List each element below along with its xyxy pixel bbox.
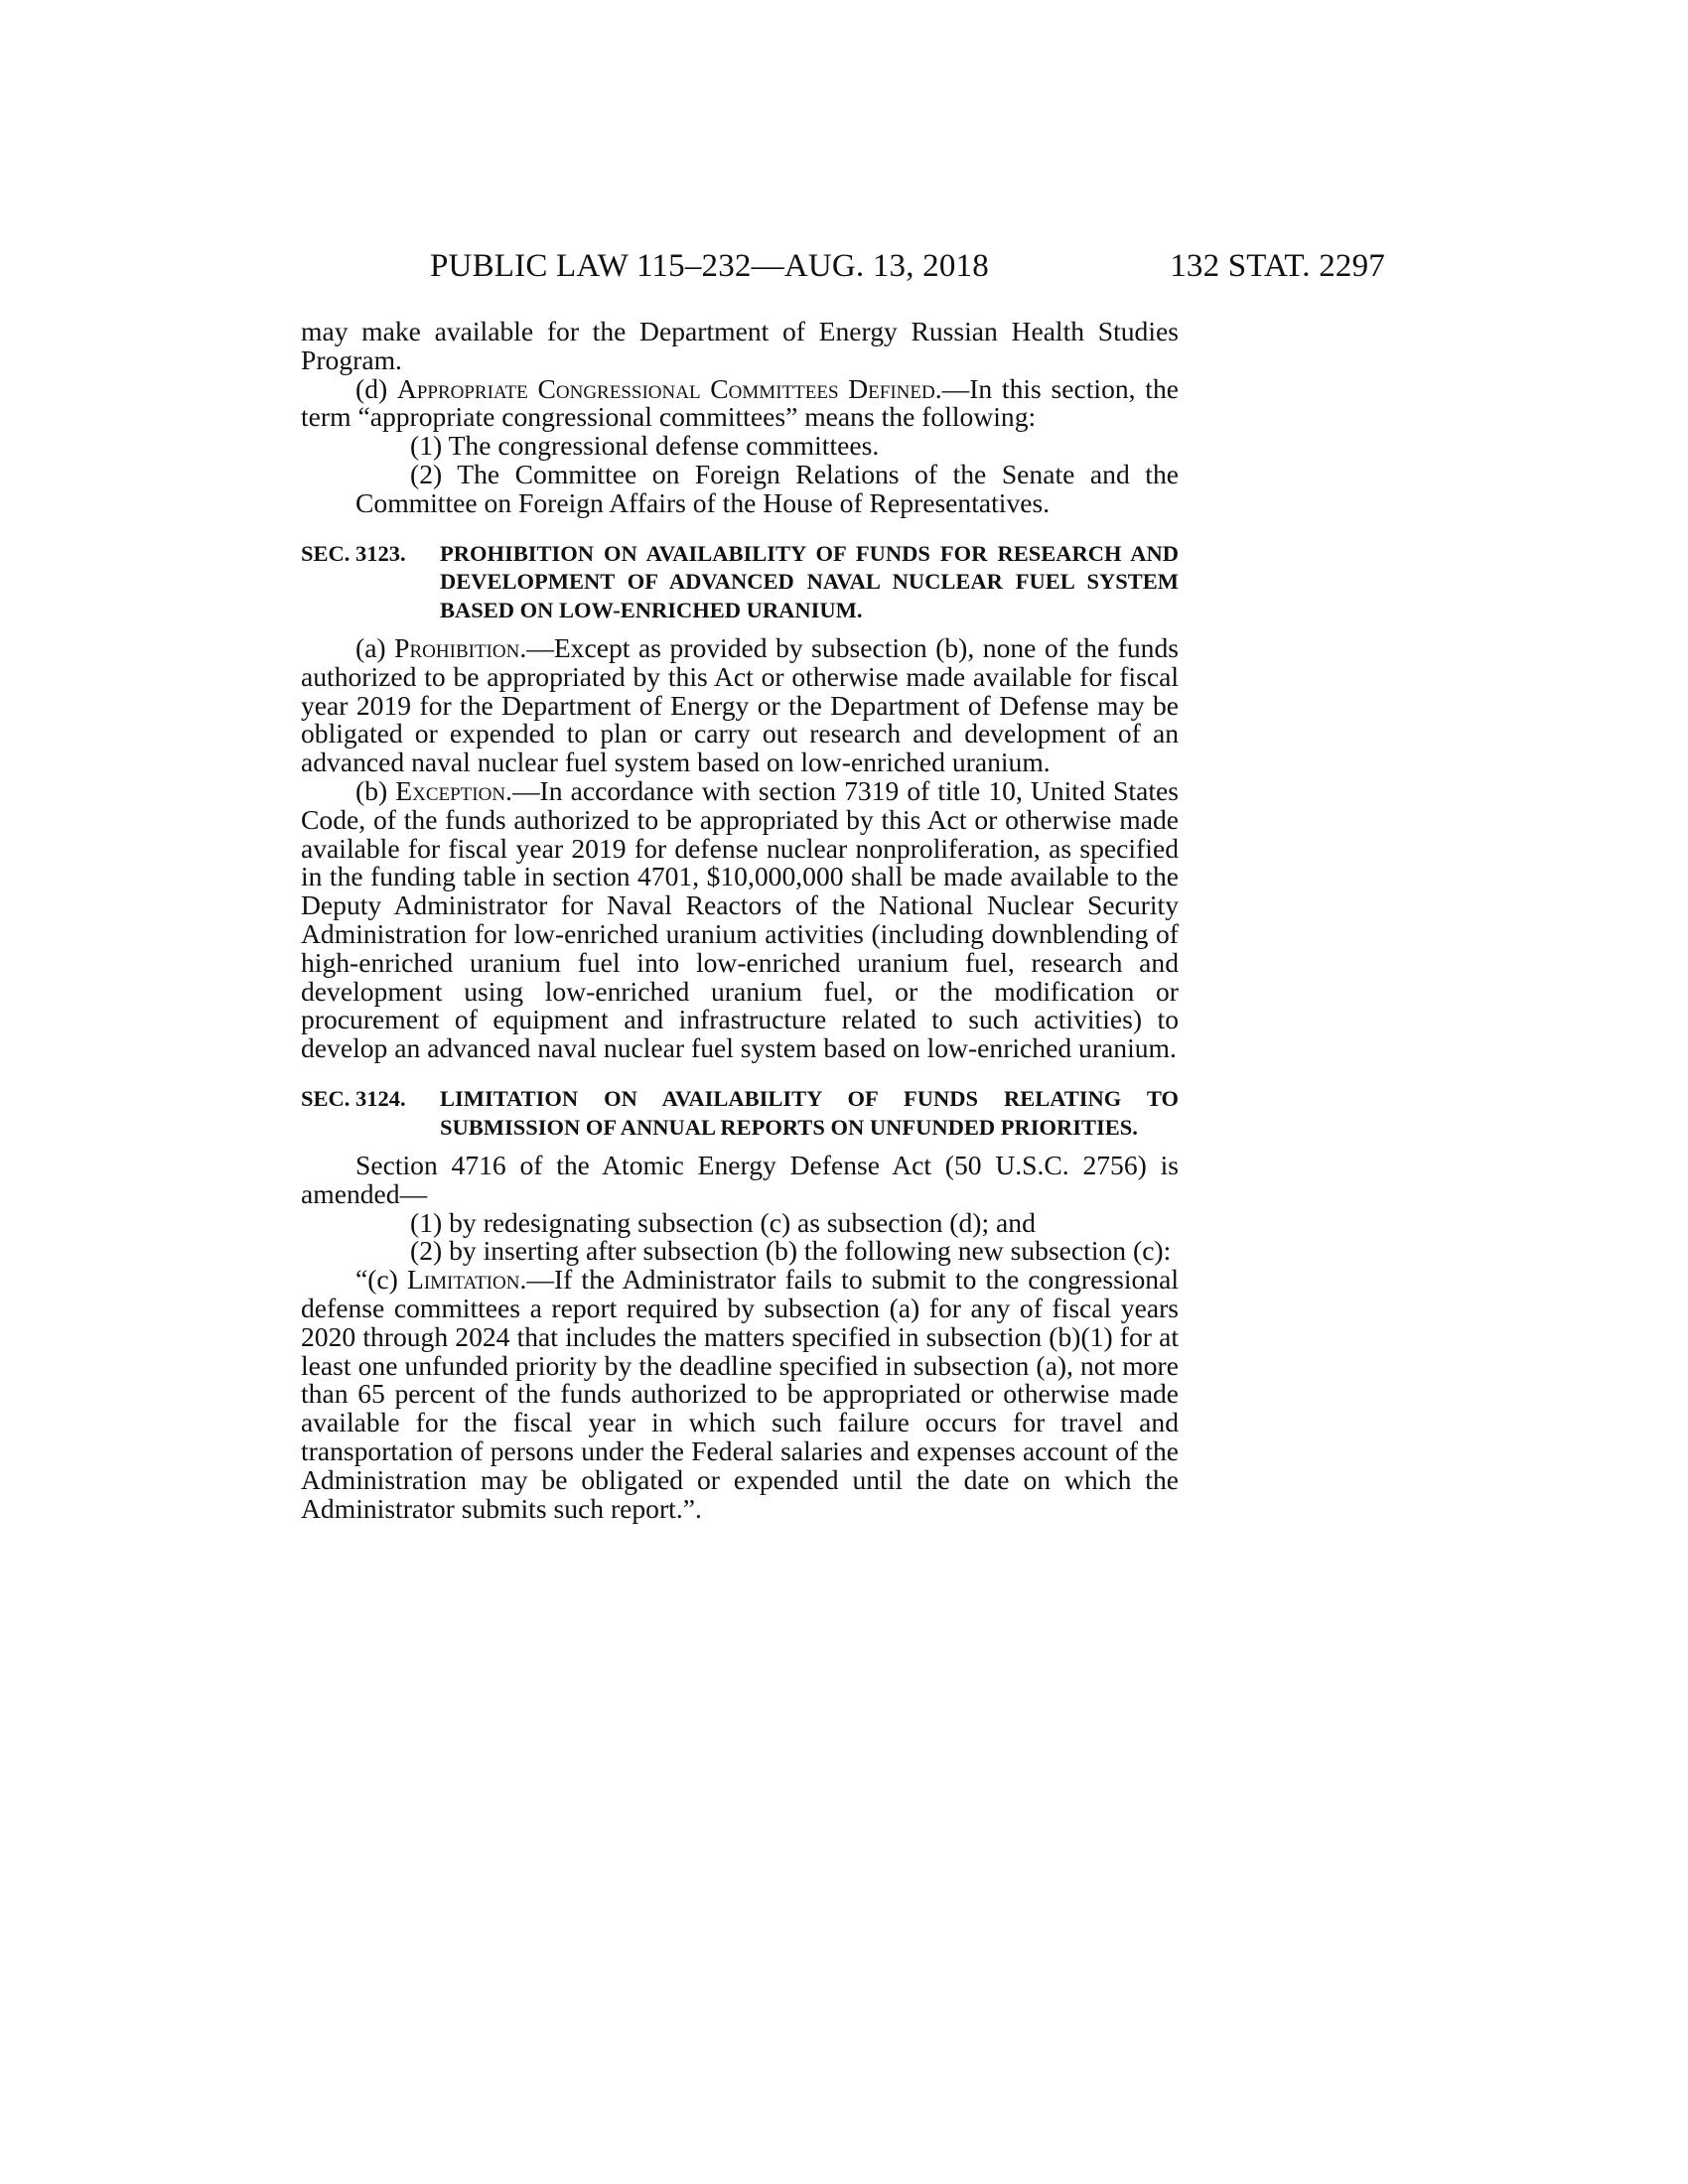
inserted-subsection-c-text: If the Administrator fails to submit to the congressional defense committees a report required by subsection (a) for any of fiscal years 2020 through 2024 that includes the matters specified in subsection (b)(1) for at least one unfunded priority by the deadline specified in subsection (a), not more than 65 percent of the funds authorized to be appropriated or otherwise made available for the fiscal year in which such failure occurs for travel and transportation of persons under the Federal salaries and expenses account of the Administration may be obligated or expended until the date on which the Administrator submits such report.”.	[301, 1264, 1180, 1524]
document-body	[301, 318, 1179, 1523]
section-3123-a-label: (a)	[355, 632, 395, 664]
section-3123-b	[301, 777, 1179, 1063]
amendment-item-2-text: (2) by inserting after subsection (b) the following new subsection (c):	[410, 1235, 1172, 1267]
running-header	[298, 248, 1385, 288]
paragraph-d-1-text: (1) The congressional defense committees.	[410, 430, 880, 462]
section-3124-heading	[301, 1085, 1179, 1142]
continued-paragraph: may make available for the Department of Energy Russian Health Studies Program.	[301, 316, 1179, 375]
section-3123-heading	[301, 540, 1179, 625]
subsection-d	[301, 372, 1179, 433]
paragraph-d-2	[301, 458, 1179, 518]
subsection-d-text: In this section, the term “appropriate congressional committees” means the following:	[301, 372, 1179, 433]
paragraph-d-2-text: (2) The Committee on Foreign Relations of the Senate and the Committee on Foreign Affairs of the House of Representatives.	[355, 458, 1179, 518]
subsection-d-label: (d)	[355, 372, 397, 404]
section-3123-b-dash: —	[511, 775, 540, 807]
running-title: PUBLIC LAW 115–232—AUG. 13, 2018	[430, 248, 989, 284]
section-3123-b-text: In accordance with section 7319 of title 10, United States Code, of the funds authorized to be appropriated by this Act or otherwise made available for fiscal year 2019 for defense nuclear nonproliferation, as specified in the funding table in section 4701, $10,000,000 shall be made available to the Deputy Administrator for Naval Reactors of the National Nuclear Security Administration for low-enriched uranium activities (including downblending of high-enriched uranium fuel into low-enriched uranium fuel, research and development using low-enriched uranium fuel, or the modification or procurement of equipment and infrastructure related to such activities) to develop an advanced naval nuclear fuel system based on low-enriched uranium.	[301, 775, 1179, 1064]
inserted-subsection-c-dash: —	[526, 1264, 554, 1296]
subsection-d-heading: Appropriate Congressional Committees Defined.	[396, 372, 942, 404]
section-3123-title: PROHIBITION ON AVAILABILITY OF FUNDS FOR RESEARCH AND DEVELOPMENT OF ADVANCED NAVAL NUCLEAR FUEL SYSTEM BASED ON LOW-ENRICHED URANIUM.	[440, 540, 1179, 622]
section-3123-number: SEC. 3123.	[301, 540, 406, 566]
inserted-subsection-c-heading: Limitation.	[406, 1264, 527, 1296]
section-3124-number: SEC. 3124.	[301, 1086, 406, 1112]
amendment-item-1	[301, 1206, 1179, 1238]
section-3124-title: LIMITATION ON AVAILABILITY OF FUNDS RELATING TO SUBMISSION OF ANNUAL REPORTS ON UNFUNDED PRIORITIES.	[440, 1086, 1179, 1140]
inserted-subsection-c	[301, 1266, 1179, 1523]
amendment-item-1-text: (1) by redesignating subsection (c) as subsection (d); and	[410, 1206, 1036, 1238]
paragraph-d-1	[301, 432, 1179, 461]
amendment-item-2	[301, 1237, 1179, 1266]
section-3123-a	[301, 634, 1179, 777]
stat-page-number: 132 STAT. 2297	[1170, 248, 1385, 284]
subsection-d-dash: —	[941, 372, 970, 404]
section-3124-intro: Section 4716 of the Atomic Energy Defense Act (50 U.S.C. 2756) is amended—	[301, 1150, 1179, 1209]
section-3123-b-heading: Exception.	[395, 775, 512, 807]
section-3123-a-dash: —	[526, 632, 554, 664]
inserted-subsection-c-open: “(c)	[355, 1264, 407, 1296]
section-3123-b-label: (b)	[355, 775, 396, 807]
section-3123-a-text: Except as provided by subsection (b), none of the funds authorized to be appropriated by this Act or otherwise made available for fiscal year 2019 for the Department of Energy or the Department of Defense may be obligated or expended to plan or carry out research and development of an advanced naval nuclear fuel system based on low-enriched uranium.	[301, 632, 1179, 778]
section-3123-a-heading: Prohibition.	[394, 632, 527, 664]
